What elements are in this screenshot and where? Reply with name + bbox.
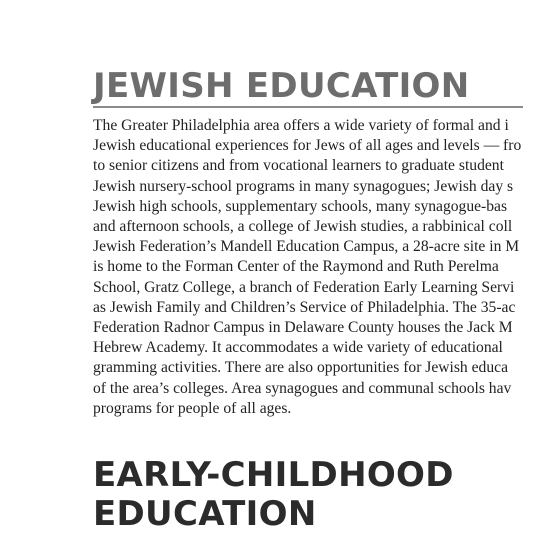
subsection-title-line-2: EDUCATION bbox=[93, 494, 317, 534]
body-line: Jewish nursery-school programs in many synagogues; Jewish day s bbox=[93, 177, 514, 195]
title-underline-rule bbox=[93, 106, 523, 108]
body-line: School, Gratz College, a branch of Federation Early Learning Servi bbox=[93, 278, 515, 296]
section-title: JEWISH EDUCATION bbox=[93, 66, 470, 106]
body-line: Jewish educational experiences for Jews of all ages and levels — fro bbox=[93, 137, 522, 155]
body-line: gramming activities. There are also opportunities for Jewish educa bbox=[93, 359, 508, 377]
body-line: Hebrew Academy. It accommodates a wide variety of educational bbox=[93, 339, 503, 357]
body-line: programs for people of all ages. bbox=[93, 399, 292, 417]
body-paragraph bbox=[93, 116, 553, 419]
body-line: as Jewish Family and Children’s Service of Philadelphia. The 35-ac bbox=[93, 298, 516, 316]
body-line: to senior citizens and from vocational learners to graduate student bbox=[93, 157, 504, 175]
body-line: The Greater Philadelphia area offers a wide variety of formal and i bbox=[93, 117, 509, 134]
subsection-title-line-1: EARLY-CHILDHOOD bbox=[93, 455, 454, 495]
body-line: Federation Radnor Campus in Delaware County houses the Jack M bbox=[93, 319, 513, 337]
body-line: Jewish Federation’s Mandell Education Campus, a 28-acre site in M bbox=[93, 238, 520, 256]
subsection-title bbox=[93, 456, 454, 534]
body-line: of the area’s colleges. Area synagogues and communal schools hav bbox=[93, 379, 512, 397]
body-line: Jewish high schools, supplementary schools, many synagogue-bas bbox=[93, 197, 508, 215]
body-line: is home to the Forman Center of the Raymond and Ruth Perelma bbox=[93, 258, 499, 276]
body-line: and afternoon schools, a college of Jewish studies, a rabbinical coll bbox=[93, 218, 513, 236]
